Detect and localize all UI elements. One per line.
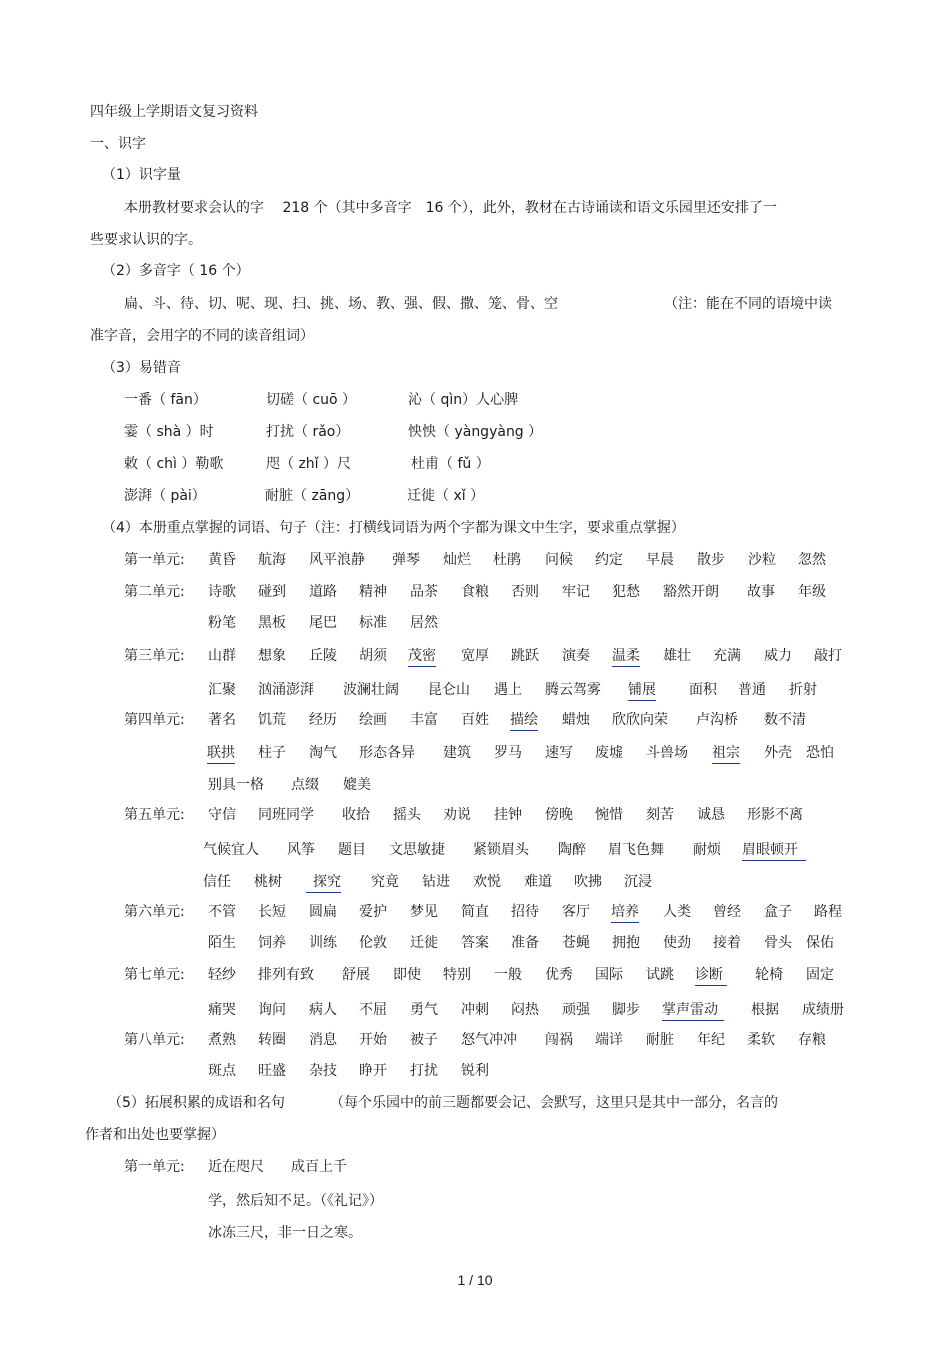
- vocab-word: 伦敦: [359, 935, 387, 951]
- vocab-word: 沉浸: [624, 874, 652, 890]
- vocab-word: 轻纱: [208, 967, 236, 983]
- unit-label: 第三单元:: [124, 648, 185, 664]
- vocab-word: 胡须: [359, 648, 387, 664]
- vocab-word: 怒气冲冲: [461, 1032, 517, 1048]
- paragraph-line: 本册教材要求会认的字 218 个（其中多音字 16 个），此外，教材在古诗诵读和语文乐园里还安排了一: [124, 200, 777, 216]
- vocab-word: 陌生: [208, 935, 236, 951]
- vocab-word: 转圈: [258, 1032, 286, 1048]
- vocab-word-underlined: 培养: [611, 903, 639, 923]
- vocab-word: 究竟: [371, 874, 399, 890]
- vocab-word: 斑点: [208, 1063, 236, 1079]
- vocab-word: 梦见: [410, 904, 438, 920]
- pinyin-item: 敕（ chì ）勒歌: [124, 456, 224, 472]
- vocab-word: 充满: [713, 648, 741, 664]
- pinyin-item: 沁（ qìn）人心脾: [408, 392, 519, 408]
- vocab-word: 曾经: [713, 904, 741, 920]
- vocab-word: 气候宜人: [203, 842, 259, 858]
- note-text: （每个乐园中的前三题都要会记、会默写，这里只是其中一部分，名言的: [330, 1095, 778, 1111]
- vocab-word: 收拾: [342, 807, 370, 823]
- vocab-word: 招待: [511, 904, 539, 920]
- vocab-word: 居然: [410, 615, 438, 631]
- subsection-label: （1）识字量: [102, 167, 181, 183]
- vocab-word: 惋惜: [595, 807, 623, 823]
- vocab-word: 挂钟: [494, 807, 522, 823]
- vocab-word: 长短: [258, 904, 286, 920]
- vocab-word: 沙粒: [748, 552, 776, 568]
- vocab-word: 盒子: [764, 904, 792, 920]
- quote-line: 冰冻三尺，非一日之寒。: [208, 1225, 362, 1241]
- vocab-word: 迁徙: [410, 935, 438, 951]
- vocab-word: 柔软: [747, 1032, 775, 1048]
- unit-label: 第七单元:: [124, 967, 185, 983]
- unit-label: 第一单元:: [124, 1159, 185, 1175]
- vocab-word: 接着: [713, 935, 741, 951]
- vocab-word: 题目: [338, 842, 366, 858]
- vocab-word: 精神: [359, 584, 387, 600]
- vocab-word-underlined: 联拱: [207, 744, 235, 764]
- note-text: （注：能在不同的语境中读: [664, 296, 832, 312]
- vocab-word: 点缀: [291, 777, 319, 793]
- vocab-word: 绘画: [359, 712, 387, 728]
- pinyin-item: 杜甫（ fǔ ）: [411, 456, 490, 472]
- vocab-word: 拥抱: [612, 935, 640, 951]
- vocab-word: 骨头: [764, 935, 792, 951]
- vocab-word: 锐利: [461, 1063, 489, 1079]
- vocab-word: 旺盛: [258, 1063, 286, 1079]
- vocab-word: 航海: [258, 552, 286, 568]
- vocab-word: 紧锁眉头: [473, 842, 529, 858]
- vocab-word-underlined: 铺展: [628, 681, 656, 701]
- vocab-word: 桃树: [254, 874, 282, 890]
- vocab-word: 询问: [258, 1002, 286, 1018]
- vocab-word: 标准: [359, 615, 387, 631]
- vocab-word-underlined: 探究: [306, 873, 341, 893]
- subsection-label: （4）本册重点掌握的词语、句子（注：打横线词语为两个字都为课文中生字，要求重点掌握）: [102, 520, 685, 536]
- vocab-word: 闷热: [511, 1002, 539, 1018]
- vocab-word: 弹琴: [392, 552, 420, 568]
- vocab-word: 普通: [738, 682, 766, 698]
- pinyin-item: 怏怏（ yàngyàng ）: [408, 424, 543, 440]
- vocab-word: 威力: [764, 648, 792, 664]
- note-text: 准字音，会用字的不同的读音组词）: [90, 328, 314, 344]
- unit-label: 第八单元:: [124, 1032, 185, 1048]
- pinyin-item: 咫（ zhǐ ）尺: [266, 456, 352, 472]
- vocab-word: 轮椅: [755, 967, 783, 983]
- vocab-word: 成绩册: [802, 1002, 844, 1018]
- vocab-word: 守信: [208, 807, 236, 823]
- vocab-word: 道路: [309, 584, 337, 600]
- vocab-word: 外壳: [764, 745, 792, 761]
- vocab-word: 演奏: [562, 648, 590, 664]
- vocab-word: 卢沟桥: [696, 712, 738, 728]
- vocab-word: 汇聚: [208, 682, 236, 698]
- vocab-word: 答案: [461, 935, 489, 951]
- vocab-word: 打扰: [410, 1063, 438, 1079]
- vocab-word: 排列有致: [258, 967, 314, 983]
- vocab-word: 别具一格: [208, 777, 264, 793]
- vocab-word: 敲打: [814, 648, 842, 664]
- vocab-word: 恐怕: [806, 745, 834, 761]
- vocab-word: 钻进: [422, 874, 450, 890]
- vocab-word: 黑板: [258, 615, 286, 631]
- vocab-word: 不屈: [359, 1002, 387, 1018]
- vocab-word-underlined: 温柔: [612, 647, 640, 667]
- pinyin-item: 霎（ shà ）时: [124, 424, 214, 440]
- section-heading: 一、识字: [90, 136, 146, 152]
- vocab-word: 煮熟: [208, 1032, 236, 1048]
- vocab-word: 固定: [806, 967, 834, 983]
- vocab-word: 诚恳: [697, 807, 725, 823]
- vocab-word: 灿烂: [443, 552, 471, 568]
- vocab-word: 粉笔: [208, 615, 236, 631]
- document-title: 四年级上学期语文复习资料: [90, 104, 258, 120]
- vocab-word-underlined: 茂密: [408, 647, 436, 667]
- vocab-word: 存粮: [798, 1032, 826, 1048]
- pinyin-item: 澎湃（ pài）: [124, 488, 206, 504]
- vocab-word: 遇上: [494, 682, 522, 698]
- subsection-label: （5）拓展积累的成语和名句: [108, 1095, 285, 1111]
- subsection-label: （3）易错音: [102, 360, 181, 376]
- vocab-word: 风平浪静: [309, 552, 365, 568]
- vocab-word: 百姓: [461, 712, 489, 728]
- idiom: 成百上千: [291, 1159, 347, 1175]
- vocab-word: 根据: [751, 1002, 779, 1018]
- page-indicator: 1 / 10: [457, 1272, 493, 1288]
- vocab-word: 牢记: [562, 584, 590, 600]
- vocab-word: 痛哭: [208, 1002, 236, 1018]
- vocab-word: 杜鹃: [493, 552, 521, 568]
- vocab-word-underlined: 诊断: [695, 966, 727, 986]
- vocab-word: 年纪: [697, 1032, 725, 1048]
- vocab-word: 冲刺: [461, 1002, 489, 1018]
- vocab-word: 豁然开朗: [663, 584, 719, 600]
- vocab-word: 尾巴: [309, 615, 337, 631]
- vocab-word: 优秀: [545, 967, 573, 983]
- vocab-word: 腾云驾雾: [545, 682, 601, 698]
- vocab-word: 路程: [814, 904, 842, 920]
- vocab-word: 耐脏: [646, 1032, 674, 1048]
- vocab-word: 试跳: [646, 967, 674, 983]
- vocab-word: 陶醉: [558, 842, 586, 858]
- vocab-word: 黄昏: [208, 552, 236, 568]
- vocab-word: 品茶: [410, 584, 438, 600]
- unit-label: 第四单元:: [124, 712, 185, 728]
- vocab-word: 刻苦: [646, 807, 674, 823]
- vocab-word: 文思敏捷: [389, 842, 445, 858]
- vocab-word: 人类: [663, 904, 691, 920]
- unit-label: 第五单元:: [124, 807, 185, 823]
- vocab-word: 病人: [309, 1002, 337, 1018]
- vocab-word: 一般: [494, 967, 522, 983]
- vocab-word: 苍蝇: [562, 935, 590, 951]
- vocab-word: 同班同学: [258, 807, 314, 823]
- unit-label: 第二单元:: [124, 584, 185, 600]
- vocab-word: 脚步: [612, 1002, 640, 1018]
- pinyin-item: 一番（ fān）: [124, 392, 207, 408]
- vocab-word: 宽厚: [461, 648, 489, 664]
- vocab-word: 媲美: [343, 777, 371, 793]
- vocab-word: 摇头: [393, 807, 421, 823]
- vocab-word: 面积: [689, 682, 717, 698]
- vocab-word: 蜡烛: [562, 712, 590, 728]
- vocab-word: 客厅: [562, 904, 590, 920]
- vocab-word: 形态各异: [359, 745, 415, 761]
- vocab-word: 饥荒: [258, 712, 286, 728]
- vocab-word: 丰富: [410, 712, 438, 728]
- vocab-word: 著名: [208, 712, 236, 728]
- vocab-word: 使劲: [663, 935, 691, 951]
- vocab-word: 斗兽场: [646, 745, 688, 761]
- unit-label: 第六单元:: [124, 904, 185, 920]
- vocab-word: 故事: [747, 584, 775, 600]
- pinyin-item: 耐脏（ zāng）: [265, 488, 360, 504]
- vocab-word: 不管: [208, 904, 236, 920]
- vocab-word: 诗歌: [208, 584, 236, 600]
- vocab-word-underlined: 祖宗: [712, 744, 740, 764]
- pinyin-item: 切磋（ cuō ）: [266, 392, 357, 408]
- subsection-label: （2）多音字（ 16 个）: [102, 263, 250, 279]
- vocab-word: 简直: [461, 904, 489, 920]
- vocab-word-underlined: 眉眼顿开: [742, 841, 806, 861]
- vocab-word: 开始: [359, 1032, 387, 1048]
- vocab-word: 傍晚: [545, 807, 573, 823]
- vocab-word-underlined: 掌声雷动: [662, 1001, 724, 1021]
- vocab-word: 碰到: [258, 584, 286, 600]
- vocab-word: 早晨: [646, 552, 674, 568]
- vocab-word: 风筝: [287, 842, 315, 858]
- quote-line: 学，然后知不足。（《礼记》）: [208, 1193, 383, 1209]
- vocab-word: 食粮: [461, 584, 489, 600]
- vocab-word: 准备: [511, 935, 539, 951]
- vocab-word: 跳跃: [511, 648, 539, 664]
- vocab-word: 建筑: [443, 745, 471, 761]
- vocab-word: 闯祸: [545, 1032, 573, 1048]
- vocab-word: 消息: [309, 1032, 337, 1048]
- vocab-word: 特别: [443, 967, 471, 983]
- paragraph-line: 些要求认识的字。: [90, 232, 202, 248]
- vocab-word: 信任: [203, 874, 231, 890]
- vocab-word: 保佑: [806, 935, 834, 951]
- pinyin-item: 打扰（ rǎo）: [266, 424, 350, 440]
- vocab-word: 端详: [595, 1032, 623, 1048]
- vocab-word: 形影不离: [747, 807, 803, 823]
- vocab-word: 饲养: [258, 935, 286, 951]
- vocab-word: 欣欣向荣: [612, 712, 668, 728]
- vocab-word: 训练: [309, 935, 337, 951]
- vocab-word: 劝说: [443, 807, 471, 823]
- pinyin-item: 迁徙（ xǐ ）: [407, 488, 485, 504]
- vocab-word: 即使: [393, 967, 421, 983]
- vocab-word: 睁开: [359, 1063, 387, 1079]
- vocab-word: 罗马: [494, 745, 522, 761]
- note-text: 作者和出处也要掌握）: [85, 1127, 225, 1143]
- vocab-word: 顽强: [562, 1002, 590, 1018]
- vocab-word: 国际: [595, 967, 623, 983]
- vocab-word: 经历: [309, 712, 337, 728]
- vocab-word: 雄壮: [663, 648, 691, 664]
- vocab-word: 勇气: [410, 1002, 438, 1018]
- vocab-word: 山群: [208, 648, 236, 664]
- vocab-word: 吹拂: [574, 874, 602, 890]
- vocab-word: 年级: [798, 584, 826, 600]
- vocab-word: 淘气: [309, 745, 337, 761]
- vocab-word: 柱子: [258, 745, 286, 761]
- vocab-word: 难道: [524, 874, 552, 890]
- vocab-word-underlined: 描绘: [510, 711, 538, 731]
- vocab-word: 舒展: [342, 967, 370, 983]
- unit-label: 第一单元:: [124, 552, 185, 568]
- vocab-word: 耐烦: [693, 842, 721, 858]
- vocab-word: 速写: [545, 745, 573, 761]
- idiom: 近在咫尺: [208, 1159, 264, 1175]
- vocab-word: 杂技: [309, 1063, 337, 1079]
- vocab-word: 折射: [789, 682, 817, 698]
- vocab-word: 汹涌澎湃: [258, 682, 314, 698]
- vocab-word: 被子: [410, 1032, 438, 1048]
- vocab-word: 爱护: [359, 904, 387, 920]
- vocab-word: 约定: [595, 552, 623, 568]
- vocab-word: 废墟: [595, 745, 623, 761]
- vocab-word: 想象: [258, 648, 286, 664]
- vocab-word: 问候: [545, 552, 573, 568]
- vocab-word: 否则: [511, 584, 539, 600]
- vocab-word: 圆扁: [309, 904, 337, 920]
- vocab-word: 波澜壮阔: [343, 682, 399, 698]
- vocab-word: 犯愁: [612, 584, 640, 600]
- vocab-word: 数不清: [764, 712, 806, 728]
- vocab-word: 散步: [697, 552, 725, 568]
- vocab-word: 眉飞色舞: [608, 842, 664, 858]
- vocab-word: 忽然: [798, 552, 826, 568]
- vocab-word: 欢悦: [473, 874, 501, 890]
- polyphone-list: 扁、斗、待、切、呢、现、扫、挑、场、教、强、假、撒、笼、骨、空: [124, 296, 558, 312]
- vocab-word: 昆仑山: [428, 682, 470, 698]
- vocab-word: 丘陵: [309, 648, 337, 664]
